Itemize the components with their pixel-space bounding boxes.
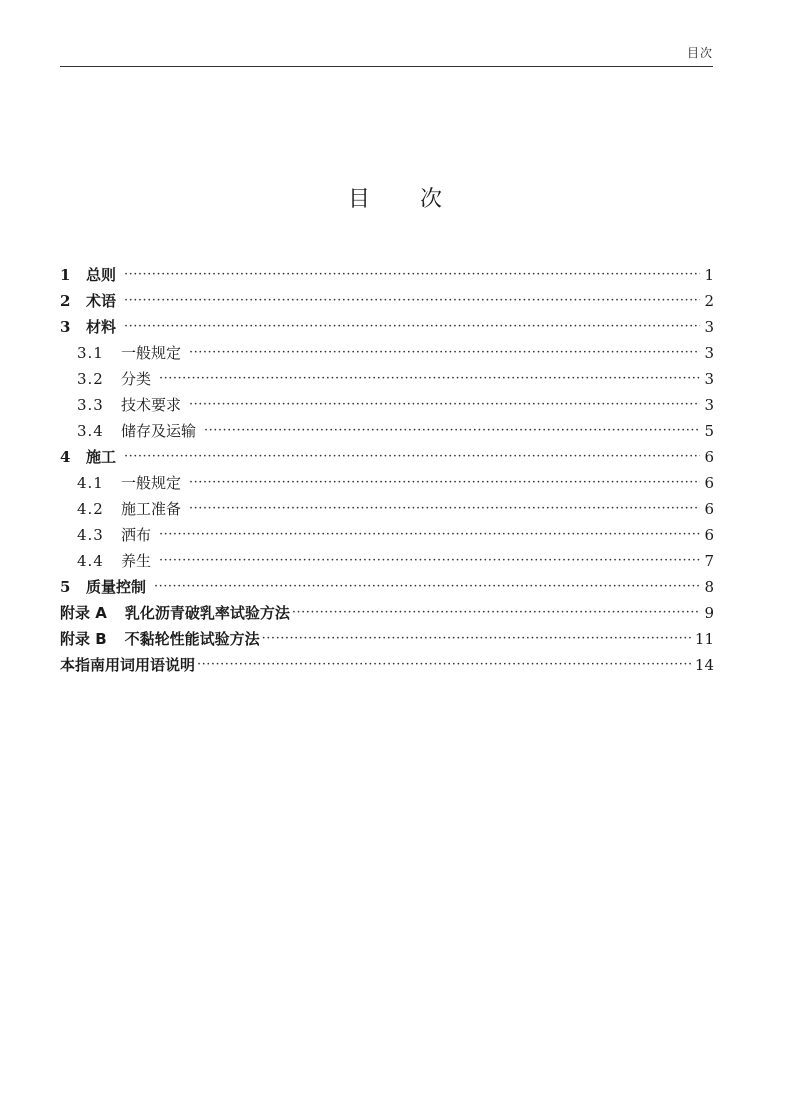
dot-leader <box>204 418 700 444</box>
header-rule <box>60 66 713 67</box>
toc-entry-page: 11 <box>694 630 714 648</box>
toc-entry-label: 养生 <box>121 552 152 570</box>
dot-leader <box>262 626 691 652</box>
dot-leader <box>124 314 700 340</box>
dot-leader <box>154 574 700 600</box>
toc-entry-page: 6 <box>704 448 714 466</box>
toc-entry-label: 术语 <box>86 292 117 310</box>
toc-appendix-entry[interactable] <box>60 600 714 626</box>
toc-entry-page: 3 <box>704 370 714 388</box>
dot-leader <box>292 600 700 626</box>
toc-subentry[interactable] <box>60 496 714 522</box>
toc-entry-page: 6 <box>704 474 714 492</box>
toc-entry-page: 6 <box>704 500 714 518</box>
toc-entry-label: 材料 <box>86 318 117 336</box>
dot-leader <box>159 522 700 548</box>
toc-entry-label: 本指南用词用语说明 <box>60 656 196 674</box>
toc-entry-label: 洒布 <box>121 526 152 544</box>
dot-leader <box>124 444 700 470</box>
toc-entry[interactable] <box>60 444 714 470</box>
page-title-right: 次 <box>420 187 443 212</box>
dot-leader <box>189 496 700 522</box>
toc-subentry[interactable] <box>60 366 714 392</box>
toc-entry-page: 9 <box>704 604 714 622</box>
toc-entry-page: 14 <box>694 656 714 674</box>
toc-entry-page: 3 <box>704 396 714 414</box>
toc-entry-number: 3.4 <box>77 422 104 440</box>
dot-leader <box>189 470 700 496</box>
toc-entry-label: 质量控制 <box>86 578 147 596</box>
toc-subentry[interactable] <box>60 548 714 574</box>
toc-entry[interactable] <box>60 314 714 340</box>
toc-entry-label: 技术要求 <box>121 396 182 414</box>
toc-entry-page: 6 <box>704 526 714 544</box>
dot-leader <box>197 652 691 678</box>
toc-entry[interactable] <box>60 288 714 314</box>
toc-entry-label: 不黏轮性能试验方法 <box>124 630 260 648</box>
toc-subentry[interactable] <box>60 340 714 366</box>
toc-entry-label: 乳化沥青破乳率试验方法 <box>124 604 290 622</box>
dot-leader <box>159 366 700 392</box>
toc-subentry[interactable] <box>60 470 714 496</box>
dot-leader <box>124 262 700 288</box>
toc-entry-label: 储存及运输 <box>121 422 197 440</box>
page-title-left: 目 <box>347 187 370 212</box>
toc-entry-page: 8 <box>704 578 714 596</box>
toc-entry-page: 5 <box>704 422 714 440</box>
toc-entry-number: 3 <box>60 318 71 336</box>
toc-entry-page: 7 <box>704 552 714 570</box>
toc-entry-number: 3.3 <box>77 396 104 414</box>
toc-entry-number: 4.4 <box>77 552 104 570</box>
table-of-contents <box>60 262 714 678</box>
toc-appendix-entry[interactable] <box>60 652 714 678</box>
dot-leader <box>159 548 700 574</box>
dot-leader <box>189 340 700 366</box>
toc-appendix-entry[interactable] <box>60 626 714 652</box>
toc-entry-label: 施工 <box>86 448 117 466</box>
toc-entry-label: 一般规定 <box>121 474 182 492</box>
toc-entry[interactable] <box>60 574 714 600</box>
toc-entry-number: 4.1 <box>77 474 104 492</box>
toc-entry-page: 3 <box>704 318 714 336</box>
toc-entry-number: 3.2 <box>77 370 104 388</box>
toc-entry[interactable] <box>60 262 714 288</box>
toc-entry-number: 2 <box>60 292 71 310</box>
toc-entry-label: 施工准备 <box>121 500 182 518</box>
toc-entry-label: 分类 <box>121 370 152 388</box>
toc-entry-number: 4.3 <box>77 526 104 544</box>
toc-entry-page: 1 <box>704 266 714 284</box>
toc-entry-number: 附录 A <box>60 604 107 622</box>
toc-entry-number: 4 <box>60 448 71 466</box>
toc-entry-label: 总则 <box>86 266 117 284</box>
dot-leader <box>124 288 700 314</box>
toc-entry-number: 1 <box>60 266 71 284</box>
toc-entry-number: 3.1 <box>77 344 104 362</box>
toc-entry-page: 2 <box>704 292 714 310</box>
toc-entry-number: 4.2 <box>77 500 104 518</box>
toc-subentry[interactable] <box>60 392 714 418</box>
toc-subentry[interactable] <box>60 418 714 444</box>
toc-entry-number: 附录 B <box>60 630 107 648</box>
toc-subentry[interactable] <box>60 522 714 548</box>
dot-leader <box>189 392 700 418</box>
page-title <box>0 182 790 213</box>
running-header-title: 目次 <box>686 46 713 60</box>
toc-entry-label: 一般规定 <box>121 344 182 362</box>
toc-entry-number: 5 <box>60 578 71 596</box>
toc-entry-page: 3 <box>704 344 714 362</box>
